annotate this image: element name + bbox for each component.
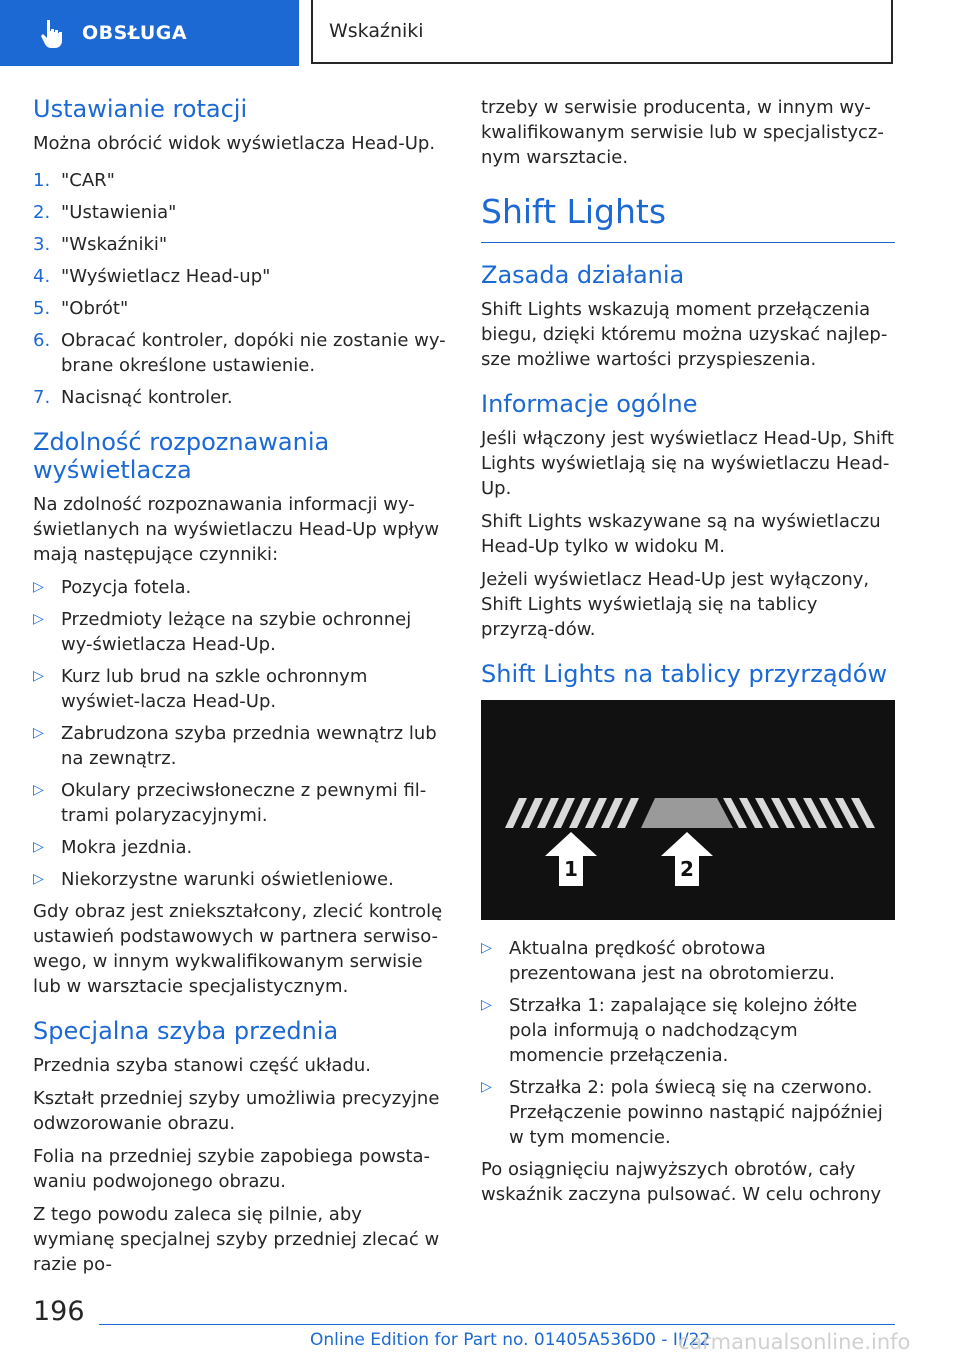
footer-divider bbox=[99, 1324, 895, 1325]
text-windshield-2: Kształt przedniej szyby umożliwia precyzyjne odwzorowanie obrazu. bbox=[33, 1088, 440, 1134]
triangle-bullet-icon: ▷ bbox=[481, 940, 492, 956]
text-continued: trzeby w serwisie producenta, w innym wy-kwalifikowanym serwisie lub w specjalistycz-nym warsztacie. bbox=[481, 97, 884, 168]
list-item: 7. Nacisnąć kontroler. bbox=[33, 387, 233, 408]
triangle-bullet-icon: ▷ bbox=[33, 839, 44, 855]
text-windshield-4: Z tego powodu zaleca się pilnie, aby wymianę specjalnej szyby przedniej zlecać w razie po- bbox=[33, 1204, 440, 1275]
triangle-bullet-icon: ▷ bbox=[33, 725, 44, 741]
text-recognition: Na zdolność rozpoznawania informacji wy-świetlanych na wyświetlaczu Head-Up wpływ mają następujące czynniki: bbox=[33, 494, 440, 565]
triangle-bullet-icon: ▷ bbox=[481, 1079, 492, 1095]
heading-principle: Zasada działania bbox=[481, 261, 685, 289]
list-item: ▷ Przedmioty leżące na szybie ochronnej wy-świetlacza Head-Up. bbox=[33, 609, 412, 655]
text-rotation: Można obrócić widok wyświetlacza Head-Up. bbox=[33, 133, 436, 154]
list-item: ▷ Strzałka 1: zapalające się kolejno żółte pola informują o nadchodzącym momencie przełączenia. bbox=[481, 995, 858, 1066]
triangle-bullet-icon: ▷ bbox=[33, 782, 44, 798]
recognition-factors bbox=[33, 575, 448, 892]
triangle-bullet-icon: ▷ bbox=[33, 871, 44, 887]
text-general-1: Jeśli włączony jest wyświetlacz Head-Up, Shift Lights wyświetlają się na wyświetlaczu Head-Up. bbox=[481, 428, 894, 499]
hand-pointer-icon bbox=[36, 17, 68, 49]
list-item: 2. "Ustawienia" bbox=[33, 202, 177, 223]
text-windshield-3: Folia na przedniej szybie zapobiega powsta-waniu podwojonego obrazu. bbox=[33, 1146, 431, 1192]
text-general-2: Shift Lights wskazywane są na wyświetlaczu Head-Up tylko w widoku M. bbox=[481, 511, 881, 557]
panel-items bbox=[481, 936, 895, 1150]
triangle-bullet-icon: ▷ bbox=[33, 611, 44, 627]
list-item: ▷ Mokra jezdnia. bbox=[33, 837, 193, 858]
shift-lights-figure bbox=[481, 700, 895, 920]
left-column bbox=[33, 95, 448, 1285]
chapter-title: Wskaźniki bbox=[329, 20, 424, 42]
list-item: 6. Obracać kontroler, dopóki nie zostanie wy-brane określone ustawienie. bbox=[33, 330, 446, 376]
chapter-header bbox=[311, 0, 893, 64]
arrow-2-label: 2 bbox=[680, 857, 694, 881]
heading-rotation: Ustawianie rotacji bbox=[33, 95, 248, 123]
heading-panel: Shift Lights na tablicy przyrządów bbox=[481, 660, 888, 688]
section-label: OBSŁUGA bbox=[82, 22, 188, 44]
list-item: ▷ Pozycja fotela. bbox=[33, 577, 192, 598]
text-principle: Shift Lights wskazują moment przełączenia biegu, dzięki któremu można uzyskać najlep-sze możliwe wartości przyspieszenia. bbox=[481, 299, 888, 370]
heading-recognition: Zdolność rozpoznawania wyświetlacza bbox=[33, 428, 330, 484]
right-column bbox=[481, 95, 895, 1215]
heading-general: Informacje ogólne bbox=[481, 390, 698, 418]
list-item: ▷ Niekorzystne warunki oświetleniowe. bbox=[33, 869, 394, 890]
list-item: 1. "CAR" bbox=[33, 170, 115, 191]
triangle-bullet-icon: ▷ bbox=[481, 997, 492, 1013]
section-tab bbox=[0, 0, 299, 66]
list-item: 4. "Wyświetlacz Head-up" bbox=[33, 266, 271, 287]
list-item: 3. "Wskaźniki" bbox=[33, 234, 168, 255]
triangle-bullet-icon: ▷ bbox=[33, 579, 44, 595]
arrow-1-label: 1 bbox=[564, 857, 578, 881]
heading-windshield: Specjalna szyba przednia bbox=[33, 1017, 339, 1045]
list-item: ▷ Okulary przeciwsłoneczne z pewnymi fil-trami polaryzacyjnymi. bbox=[33, 780, 427, 826]
triangle-bullet-icon: ▷ bbox=[33, 668, 44, 684]
list-item: ▷ Aktualna prędkość obrotowa prezentowana jest na obrotomierzu. bbox=[481, 938, 835, 984]
text-windshield-1: Przednia szyba stanowi część układu. bbox=[33, 1055, 371, 1076]
heading-shift-lights: Shift Lights bbox=[481, 192, 895, 243]
text-last: Po osiągnięciu najwyższych obrotów, cały wskaźnik zaczyna pulsować. W celu ochrony bbox=[481, 1159, 882, 1205]
list-item: 5. "Obrót" bbox=[33, 298, 129, 319]
edition-info: Online Edition for Part no. 01405A536D0 - II/22 bbox=[310, 1330, 711, 1350]
list-item: ▷ Kurz lub brud na szkle ochronnym wyświet-lacza Head-Up. bbox=[33, 666, 368, 712]
list-item: ▷ Strzałka 2: pola świecą się na czerwono. Przełączenie powinno nastąpić najpóźniej w tym momencie. bbox=[481, 1077, 883, 1148]
list-item: ▷ Zabrudzona szyba przednia wewnątrz lub na zewnątrz. bbox=[33, 723, 437, 769]
rotation-steps bbox=[33, 168, 448, 410]
text-general-3: Jeżeli wyświetlacz Head-Up jest wyłączony, Shift Lights wyświetlają się na tablicy przyrzą-dów. bbox=[481, 569, 870, 640]
text-distorted: Gdy obraz jest zniekształcony, zlecić kontrolę ustawień podstawowych w partnera serwiso-wego, w innym wykwalifikowanym serwisie lub w warsztacie specjalistycznym. bbox=[33, 901, 443, 997]
page-number: 196 bbox=[33, 1296, 85, 1327]
watermark: carmanualsonline.info bbox=[678, 1330, 911, 1354]
